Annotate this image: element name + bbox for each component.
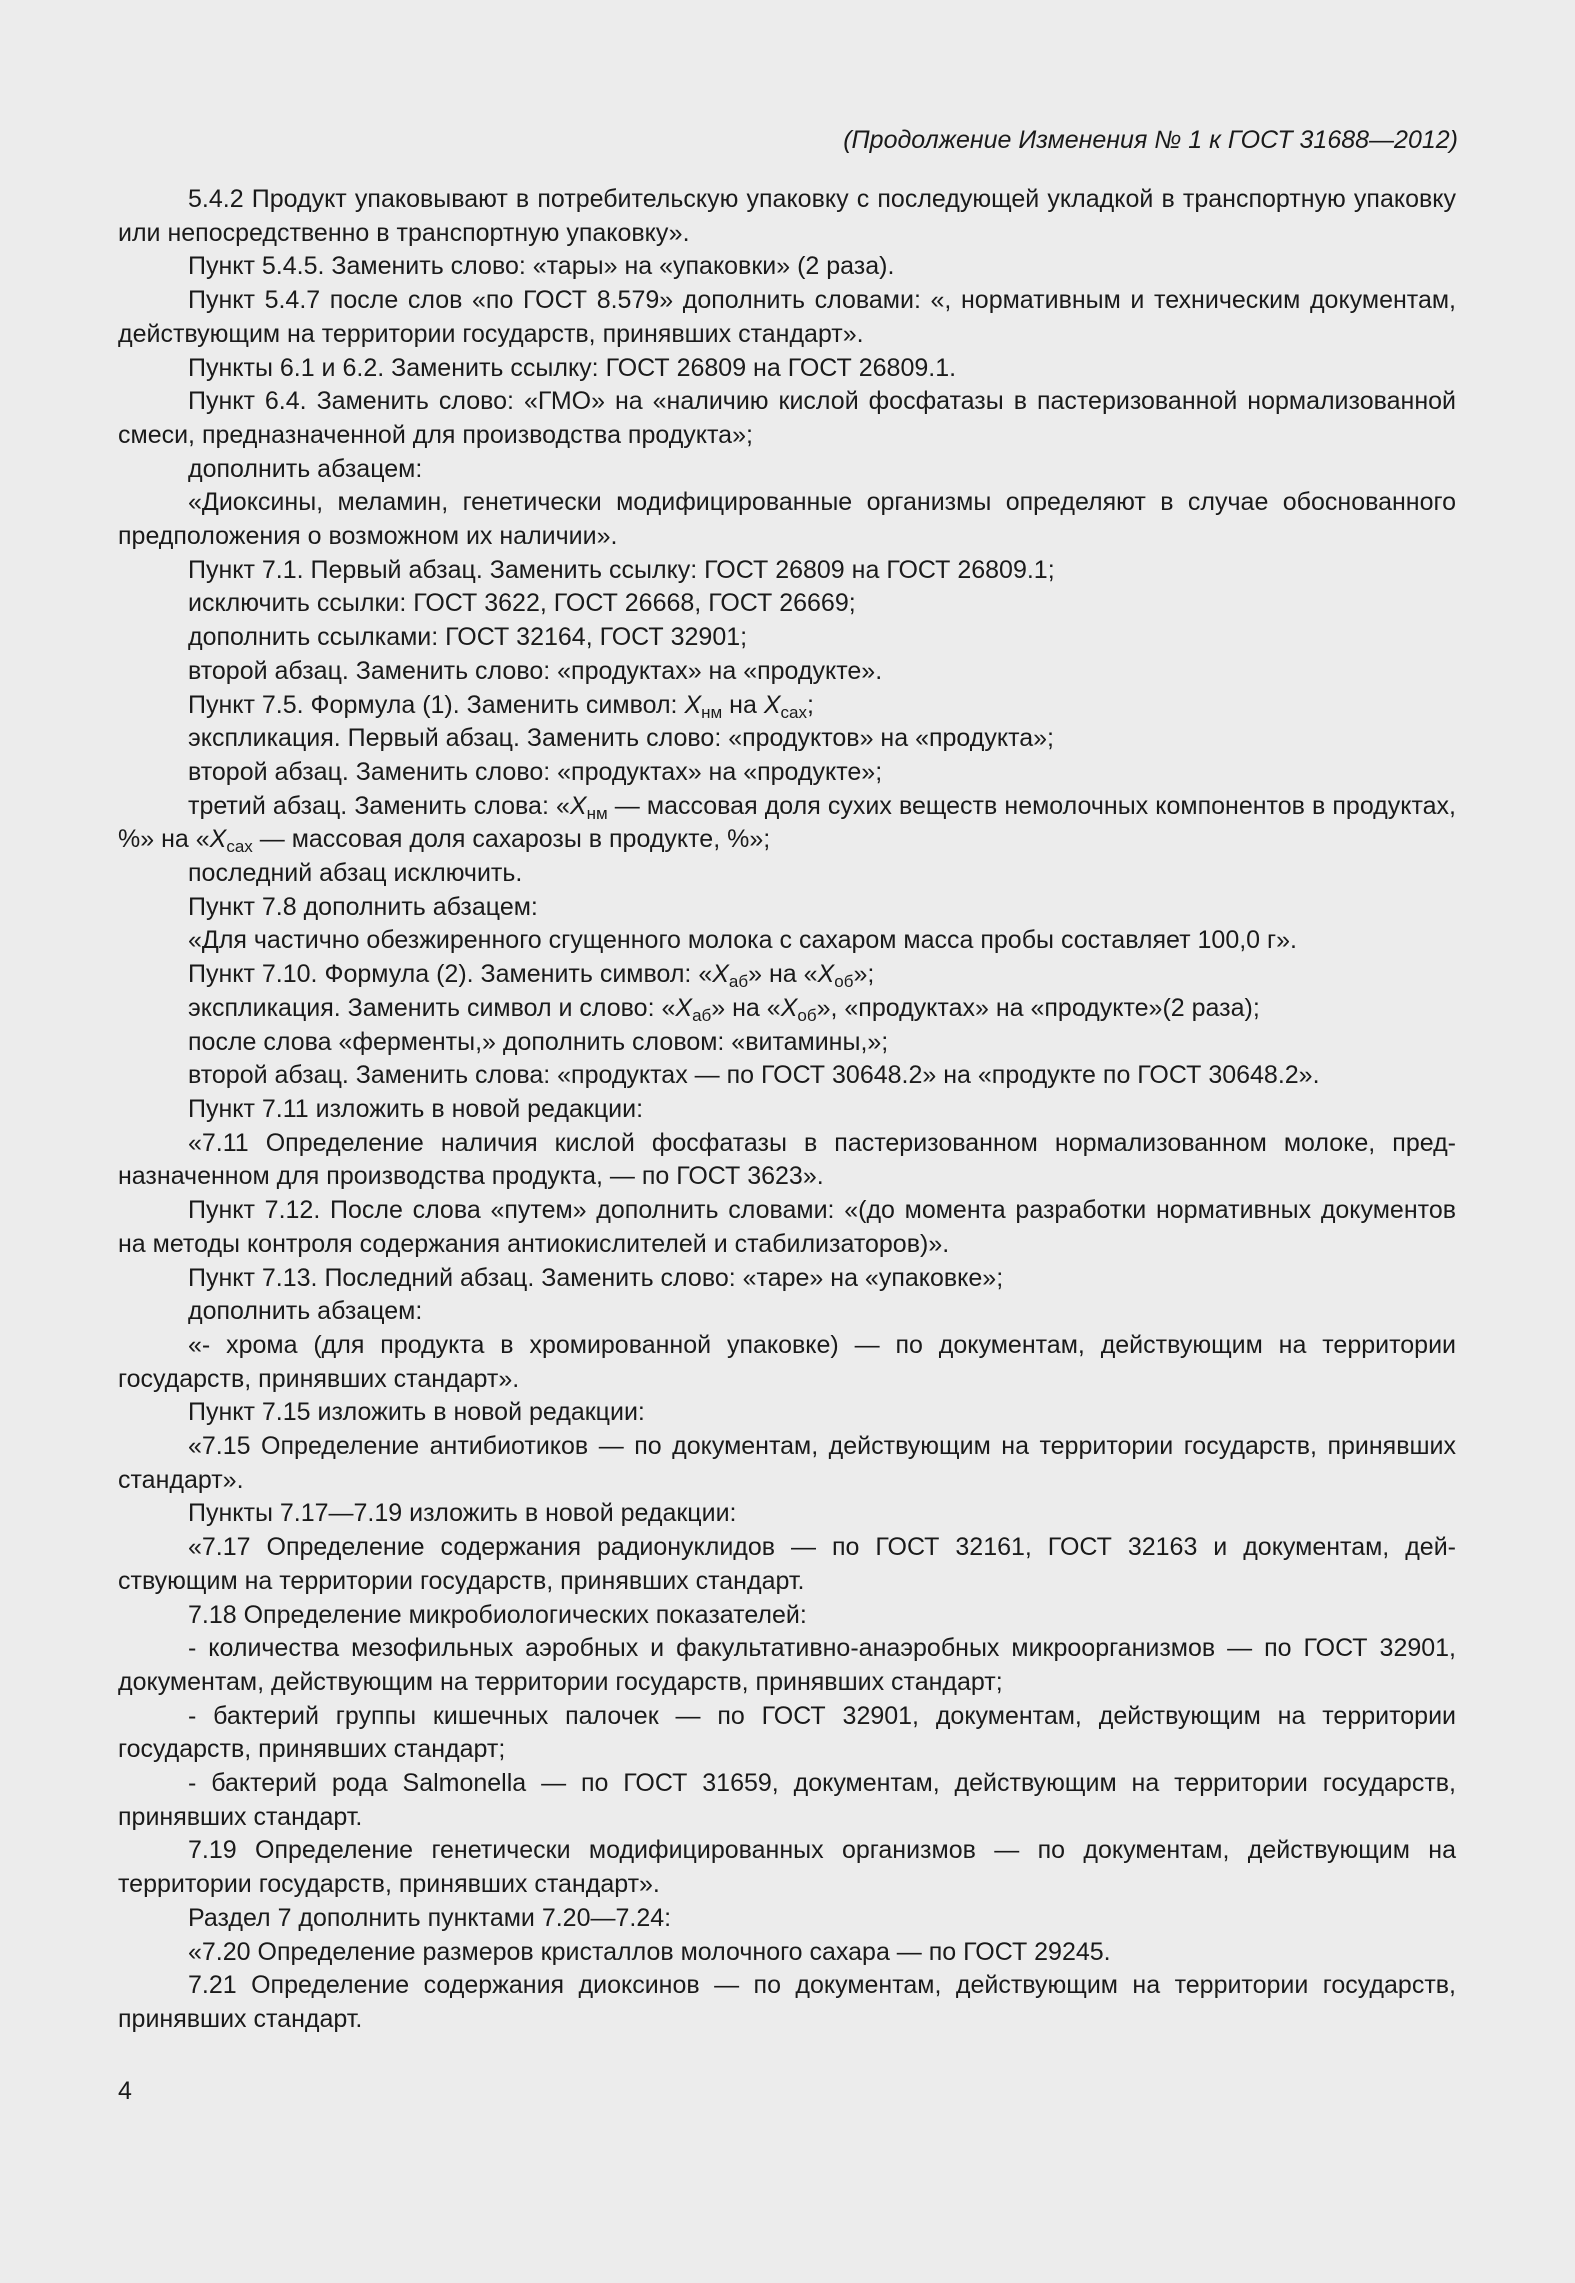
paragraph (118, 689, 1456, 723)
paragraph (118, 958, 1456, 992)
symbol-variable: X (763, 690, 781, 719)
symbol-subscript: об (834, 972, 854, 992)
paragraph: 7.18 Определение микробиологических показателей: (188, 1600, 807, 1629)
symbol-subscript: нм (701, 702, 723, 722)
paragraph: - количества мезофильных аэробных и факультативно-анаэробных микроорганизмов — по ГОСТ 32901, документам, действующим на территории государств, принявших стандарт; (118, 1634, 1456, 1696)
paragraph: «- хрома (для продукта в хромированной упаковке) — по документам, действующим на территории государств, принявших стандарт». (118, 1330, 1456, 1393)
paragraph: экспликация. Первый абзац. Заменить слово: «продуктов» на «продукта»; (188, 724, 1055, 753)
text-run: », «продуктах» на «продукте»(2 раза); (816, 993, 1260, 1022)
paragraph: Пункт 6.4. Заменить слово: «ГМО» на «наличию кислой фосфатазы в пастеризованной нормализованной смеси, предназначенной для производства продукта»; (118, 387, 1456, 449)
paragraph: исключить ссылки: ГОСТ 3622, ГОСТ 26668, ГОСТ 26669; (188, 589, 856, 618)
paragraph: Раздел 7 дополнить пунктами 7.20—7.24: (188, 1903, 672, 1932)
text-run: » на « (711, 993, 781, 1022)
paragraph: дополнить ссылками: ГОСТ 32164, ГОСТ 32901; (188, 623, 748, 652)
symbol-subscript: нм (586, 803, 608, 823)
paragraph: «7.17 Определение содержания радионуклидов — по ГОСТ 32161, ГОСТ 32163 и документам, действующим на территории государств, принявших стандарт. (118, 1533, 1456, 1595)
symbol-subscript: об (797, 1005, 817, 1025)
symbol-variable: X (675, 993, 693, 1022)
symbol-variable: X (780, 993, 798, 1022)
symbol-subscript: аб (728, 972, 749, 992)
paragraph (118, 992, 1456, 1026)
text-run: »; (853, 960, 875, 989)
paragraph: «7.20 Определение размеров кристаллов молочного сахара — по ГОСТ 29245. (188, 1937, 1111, 1966)
paragraph: Пункт 7.15 изложить в новой редакции: (188, 1398, 645, 1427)
paragraph: «Для частично обезжиренного сгущенного молока с сахаром масса пробы составляет 100,0 г». (188, 926, 1297, 955)
paragraph: второй абзац. Заменить слово: «продуктах» на «продукте»; (188, 757, 883, 786)
symbol-subscript: сах (226, 837, 253, 857)
paragraph: Пункт 5.4.5. Заменить слово: «тары» на «упаковки» (2 раза). (188, 252, 895, 281)
text-run: » на « (748, 960, 818, 989)
paragraph: второй абзац. Заменить слово: «продуктах» на «продукте». (188, 656, 883, 685)
paragraph: Пункты 7.17—7.19 изложить в новой редакции: (188, 1499, 737, 1528)
paragraph: Пункт 7.1. Первый абзац. Заменить ссылку: ГОСТ 26809 на ГОСТ 26809.1; (188, 555, 1055, 584)
text-run: Пункт 7.10. Формула (2). Заменить символ: « (188, 960, 713, 989)
symbol-variable: X (817, 960, 835, 989)
paragraph: Пункт 7.8 дополнить абзацем: (188, 892, 538, 921)
symbol-subscript: сах (780, 702, 807, 722)
symbol-variable: X (209, 825, 227, 854)
paragraph: Пункт 7.11 изложить в новой редакции: (188, 1094, 644, 1123)
symbol-subscript: аб (692, 1005, 712, 1025)
paragraph: Пункт 5.4.7 после слов «по ГОСТ 8.579» дополнить словами: «, нормативным и техническим документам, действующим на территории государств, принявших стандарт». (118, 286, 1456, 348)
paragraph: последний абзац исключить. (188, 859, 523, 888)
paragraph: 7.21 Определение содержания диоксинов — по документам, действующим на территории государств, принявших стандарт. (118, 1971, 1456, 2033)
paragraph: дополнить абзацем: (188, 454, 423, 483)
text-run: ; (806, 690, 814, 719)
paragraph: «7.11 Определение наличия кислой фосфатазы в пастеризованном нормализованном молоке, предназначенном для производства продукта, — по ГОСТ 3623». (118, 1128, 1456, 1191)
paragraph: Пункт 7.12. После слова «путем» дополнить словами: «(до момента разработки нормативных документов на методы контроля содержания антиокислителей и стабилизаторов)». (118, 1196, 1456, 1258)
paragraph: после слова «ферменты,» дополнить словом: «витамины,»; (188, 1027, 889, 1056)
paragraph (118, 790, 1456, 857)
text-run: экспликация. Заменить символ и слово: « (188, 993, 676, 1022)
symbol-variable: X (712, 960, 729, 989)
symbol-variable: X (684, 690, 702, 719)
paragraph: - бактерий рода Salmonella — по ГОСТ 31659, документам, действующим на территории государств, принявших стандарт. (118, 1769, 1456, 1831)
paragraph: Пункты 6.1 и 6.2. Заменить ссылку: ГОСТ 26809 на ГОСТ 26809.1. (188, 353, 957, 382)
text-run: — массовая доля сахарозы в продукте, %»; (252, 825, 771, 854)
paragraph: дополнить абзацем: (188, 1297, 423, 1326)
paragraph: - бактерий группы кишечных палочек — по ГОСТ 32901, документам, действующим на территории государств, принявших стандарт; (118, 1701, 1456, 1764)
text-run: Пункт 7.5. Формула (1). Заменить символ: (188, 690, 685, 719)
text-run: на (722, 690, 764, 719)
document-body (118, 183, 1456, 2037)
paragraph: «Диоксины, меламин, генетически модифицированные организмы определяют в случае обоснованного предположения о возможном их наличии». (118, 488, 1456, 551)
text-run: третий абзац. Заменить слова: « (188, 791, 570, 820)
text-run: — массовая доля сухих веществ немолочных компонентов в продуктах, %» на « (118, 791, 1456, 854)
paragraph: «7.15 Определение антибиотиков — по документам, действующим на территории государств, принявших стандарт». (118, 1432, 1456, 1494)
page-number: 4 (118, 2077, 132, 2105)
paragraph: 7.19 Определение генетически модифицированных организмов — по документам, действующим на территории государств, принявших стандарт». (118, 1836, 1456, 1899)
continuation-header: (Продолжение Изменения № 1 к ГОСТ 31688—2012) (843, 126, 1458, 154)
symbol-variable: X (569, 791, 587, 820)
paragraph: второй абзац. Заменить слова: «продуктах — по ГОСТ 30648.2» на «продукте по ГОСТ 30648.2». (188, 1061, 1320, 1090)
paragraph: Пункт 7.13. Последний абзац. Заменить слово: «таре» на «упаковке»; (188, 1263, 1004, 1292)
paragraph: 5.4.2 Продукт упаковывают в потребительскую упаковку с последующей укладкой в транспортную упаковку или непосредственно в транспортную упаковку». (118, 185, 1456, 247)
